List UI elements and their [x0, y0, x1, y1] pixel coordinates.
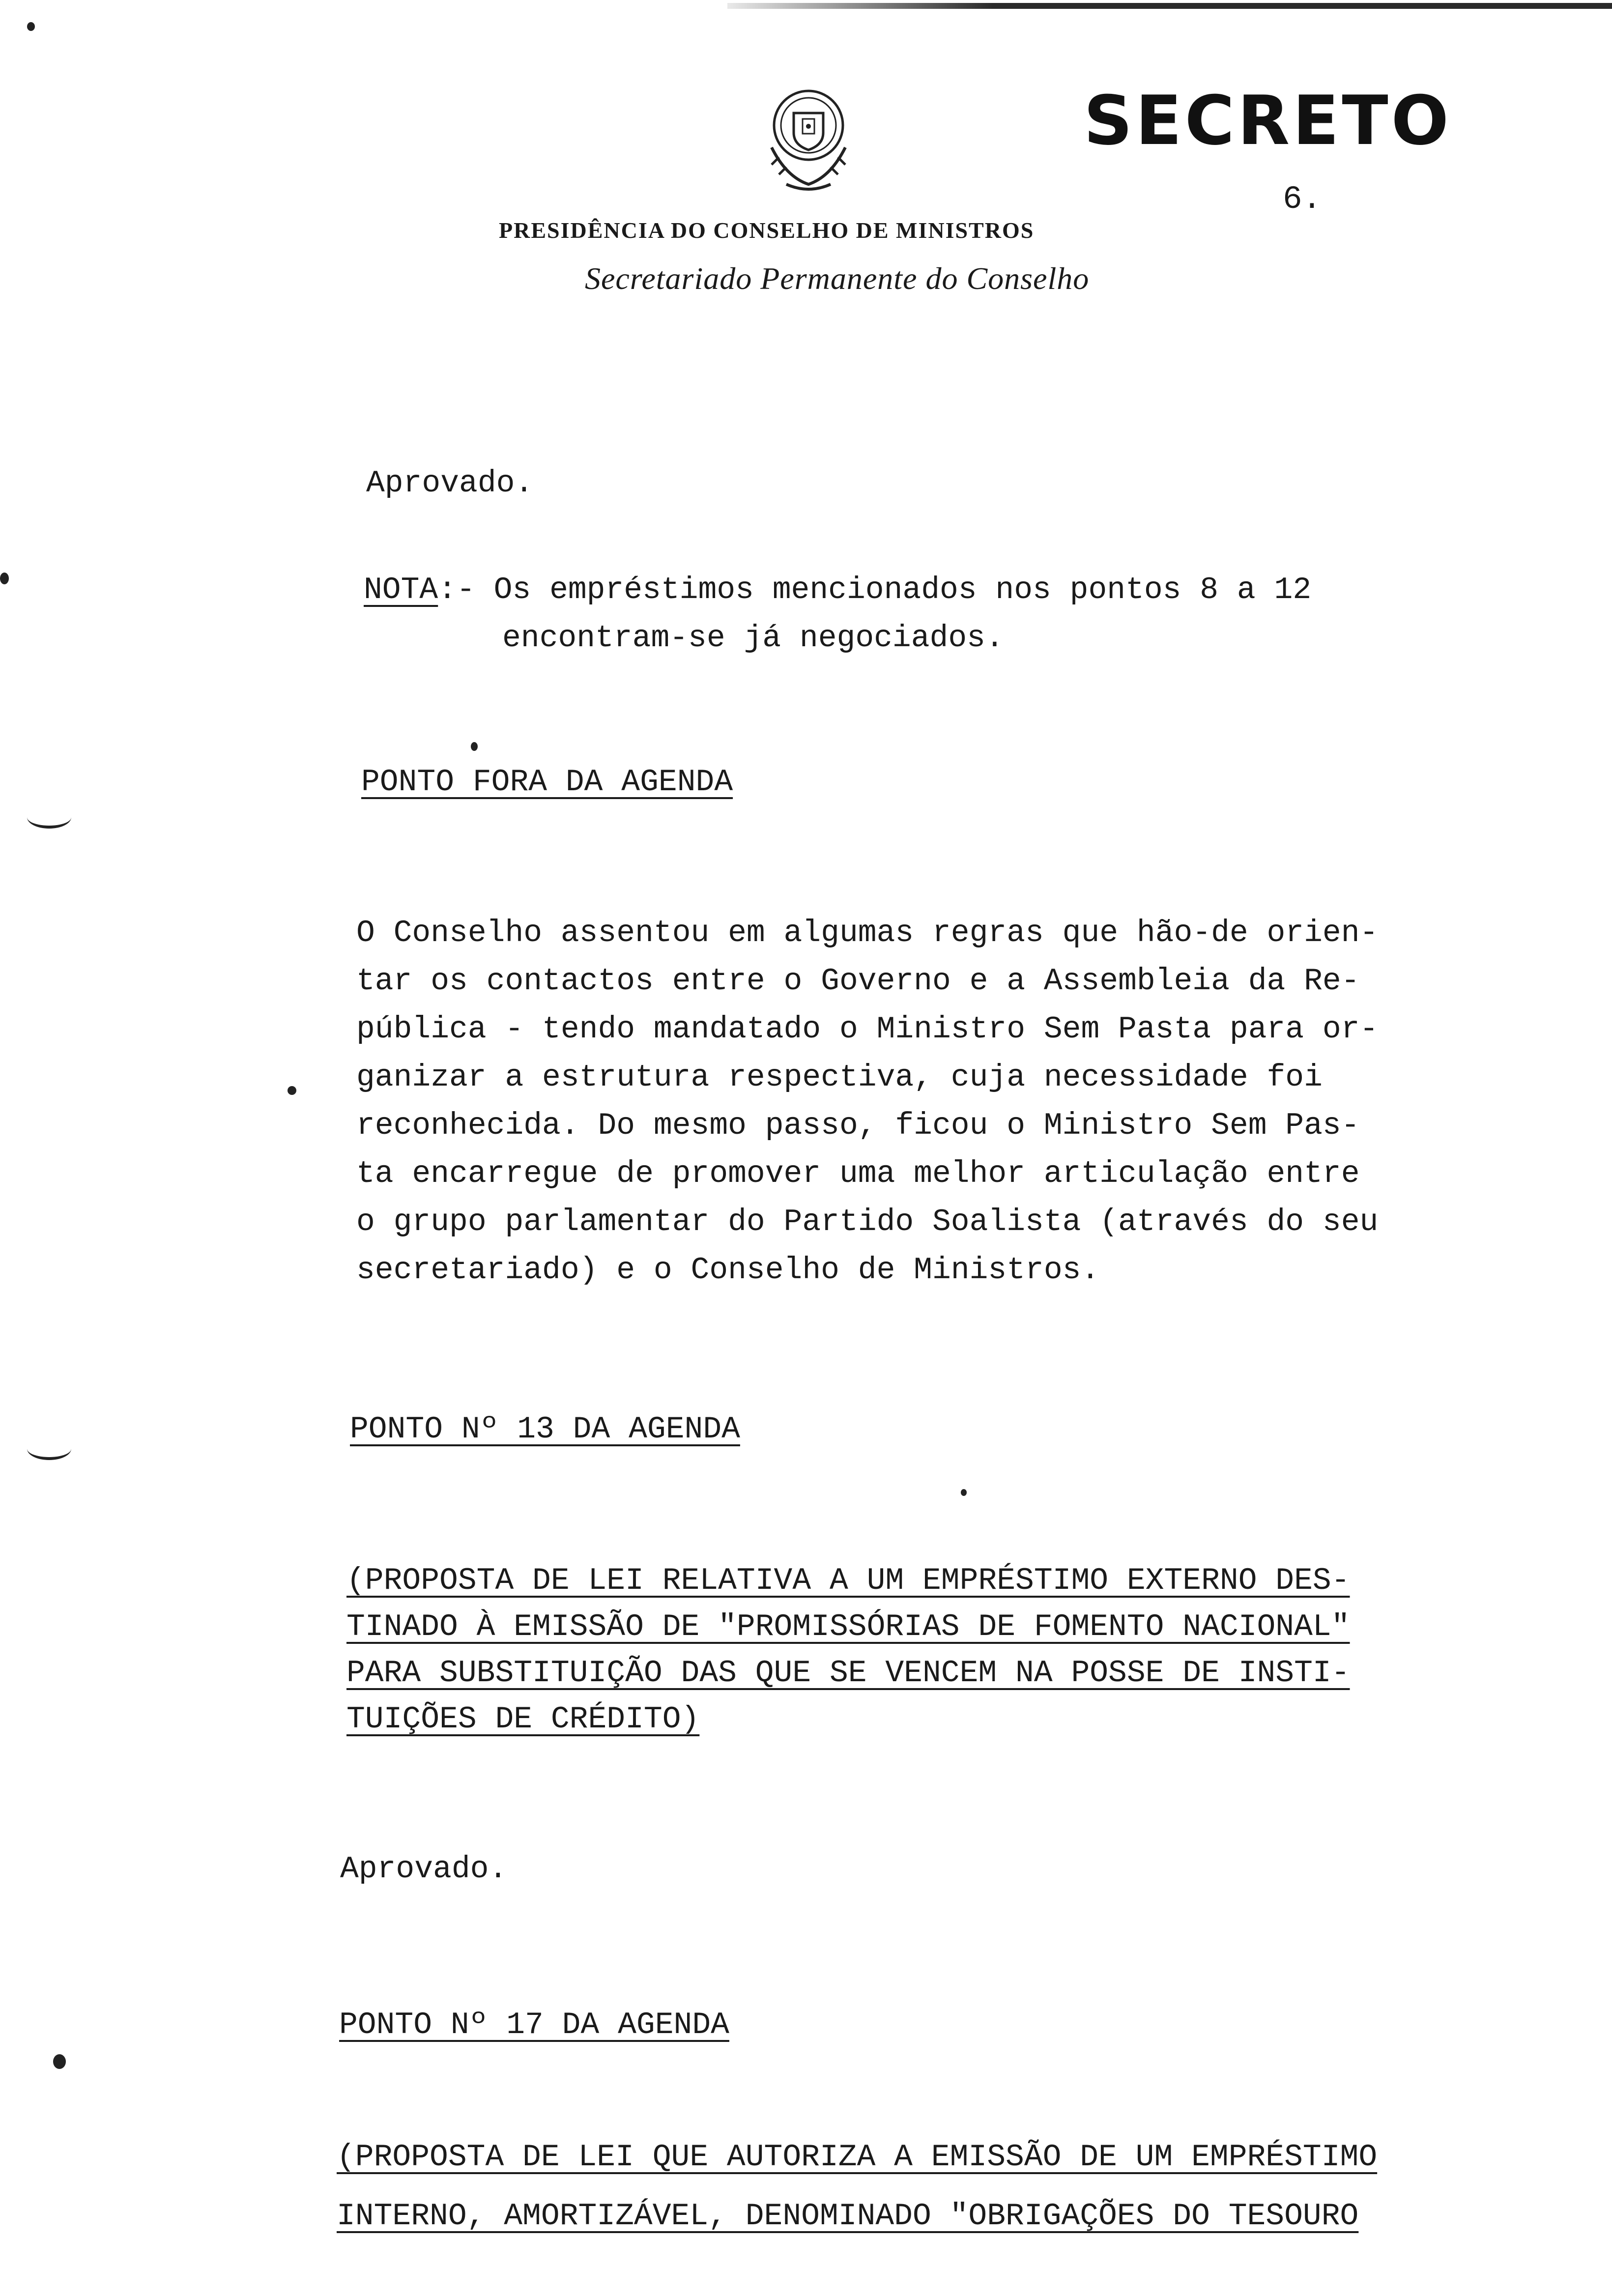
page-number: 6. [1283, 181, 1322, 218]
proposal-title-line: TINADO À EMISSÃO DE "PROMISSÓRIAS DE FOMENTO NACIONAL" [346, 1609, 1350, 1644]
proposal-title-point-13 [346, 1558, 1350, 1743]
paragraph-line: reconhecida. Do mesmo passo, ficou o Ministro Sem Pas- [356, 1108, 1360, 1143]
institution-title: PRESIDÊNCIA DO CONSELHO DE MINISTROS [499, 218, 1035, 243]
paragraph-line: pública - tendo mandatado o Ministro Sem Pasta para or- [356, 1012, 1379, 1047]
proposal-title-point-17 [337, 2128, 1377, 2246]
proposal-title-line: TUIÇÕES DE CRÉDITO) [346, 1702, 700, 1737]
decision-approved-1: Aprovado. [366, 466, 534, 501]
note-line-2: encontram-se já negociados. [502, 621, 1004, 656]
proposal-title-line: INTERNO, AMORTIZÁVEL, DENOMINADO "OBRIGAÇÕES DO TESOURO [337, 2199, 1359, 2234]
paragraph-line: o grupo parlamentar do Partido Soalista (através do seu [356, 1205, 1379, 1239]
note-label: NOTA [364, 573, 438, 607]
proposal-title-line: PARA SUBSTITUIÇÃO DAS QUE SE VENCEM NA POSSE DE INSTI- [346, 1656, 1350, 1691]
margin-mark [0, 573, 9, 584]
note-line-1 [364, 566, 1311, 614]
margin-mark [471, 742, 478, 751]
margin-mark [27, 22, 35, 31]
margin-mark [53, 2054, 66, 2069]
margin-hole-mark [27, 1437, 71, 1460]
section-heading-point-17: PONTO Nº 17 DA AGENDA [339, 2008, 729, 2042]
note-text-1: Os empréstimos mencionados nos pontos 8 a 12 [493, 573, 1312, 607]
paragraph-line: O Conselho assentou em algumas regras que hão-de orien- [356, 916, 1379, 950]
proposal-title-line: (PROPOSTA DE LEI RELATIVA A UM EMPRÉSTIMO EXTERNO DES- [346, 1563, 1350, 1598]
coat-of-arms-seal [752, 79, 865, 197]
section-heading-outside-agenda: PONTO FORA DA AGENDA [361, 765, 733, 800]
paragraph-outside-agenda [356, 909, 1378, 1294]
paragraph-line: ta encarregue de promover uma melhor articulação entre [356, 1156, 1360, 1191]
note-separator: :- [438, 573, 494, 607]
classification-stamp: SECRETO [1084, 81, 1452, 160]
top-edge-rule [727, 3, 1612, 9]
section-heading-point-13: PONTO Nº 13 DA AGENDA [350, 1412, 740, 1447]
department-subtitle: Secretariado Permanente do Conselho [585, 261, 1090, 296]
proposal-title-line: (PROPOSTA DE LEI QUE AUTORIZA A EMISSÃO DE UM EMPRÉSTIMO [337, 2140, 1378, 2175]
paragraph-line: secretariado) e o Conselho de Ministros. [356, 1253, 1100, 1288]
margin-mark [288, 1086, 296, 1095]
paragraph-line: ganizar a estrutura respectiva, cuja necessidade foi [356, 1060, 1323, 1095]
paragraph-line: tar os contactos entre o Governo e a Assembleia da Re- [356, 964, 1360, 999]
decision-approved-13: Aprovado. [340, 1852, 508, 1887]
margin-mark [961, 1489, 967, 1496]
margin-hole-mark [27, 806, 71, 829]
